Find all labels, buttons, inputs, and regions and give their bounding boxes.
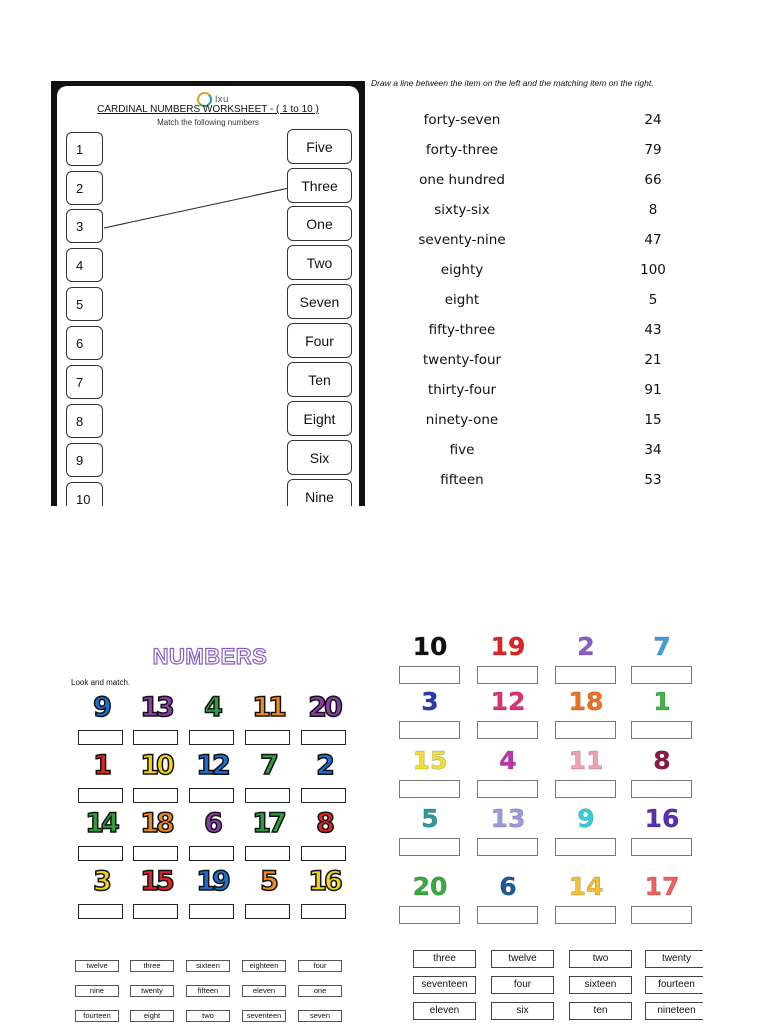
right-number-item: 53 <box>644 472 662 488</box>
left-word-item: sixty-six <box>434 202 490 218</box>
right-number-item: 24 <box>644 112 662 128</box>
right-number-item: 43 <box>644 322 662 338</box>
word-option: four <box>491 976 554 994</box>
left-word-item: eight <box>444 292 480 308</box>
answer-box <box>245 904 290 919</box>
word-box: One <box>287 206 352 241</box>
colored-number: 12 <box>196 750 228 781</box>
answer-box <box>133 846 178 861</box>
colored-number: 10 <box>412 632 448 661</box>
word-option: two <box>186 1010 230 1022</box>
answer-box <box>189 846 234 861</box>
right-number-item: 15 <box>644 412 662 428</box>
answer-box <box>78 730 123 745</box>
word-option: sixteen <box>186 960 230 972</box>
answer-box <box>133 730 178 745</box>
answer-box <box>78 904 123 919</box>
colored-number: 13 <box>490 804 526 833</box>
answer-box <box>301 788 346 803</box>
match-instruction: Draw a line between the item on the left and the matching item on the right. <box>371 78 654 88</box>
answer-box <box>477 666 538 684</box>
colored-number: 13 <box>140 692 172 723</box>
colored-number: 5 <box>421 804 439 833</box>
right-number-item: 5 <box>648 292 658 308</box>
word-option: two <box>569 950 632 968</box>
word-option: nine <box>75 985 119 997</box>
word-option: nineteen <box>645 1002 703 1020</box>
colored-number: 9 <box>577 804 595 833</box>
right-number-item: 91 <box>644 382 662 398</box>
logo-text: Ixu <box>214 95 229 105</box>
answer-box <box>133 788 178 803</box>
answer-box <box>631 666 692 684</box>
right-number-item: 47 <box>644 232 662 248</box>
colored-number: 6 <box>499 872 517 901</box>
word-box: Two <box>287 245 352 280</box>
word-option: twelve <box>75 960 119 972</box>
answer-box <box>399 721 460 739</box>
left-word-item: fifteen <box>440 472 484 488</box>
colored-number: 19 <box>196 866 228 897</box>
left-word-item: forty-three <box>425 142 499 158</box>
look-and-match-instruction: Look and match. <box>71 678 131 687</box>
answer-box <box>78 846 123 861</box>
colored-number: 14 <box>85 808 117 839</box>
word-option: seven <box>298 1010 342 1022</box>
answer-box <box>399 906 460 924</box>
number-box: 7 <box>66 365 103 399</box>
word-option: three <box>413 950 476 968</box>
answer-box <box>399 780 460 798</box>
colored-number: 16 <box>308 866 340 897</box>
worksheet-subtitle: Match the following numbers <box>157 118 259 127</box>
answer-box <box>477 906 538 924</box>
colored-number: 19 <box>490 632 526 661</box>
word-box: Eight <box>287 401 352 436</box>
answer-box <box>245 788 290 803</box>
colored-number: 9 <box>93 692 109 723</box>
colored-number: 8 <box>316 808 332 839</box>
right-number-item: 8 <box>648 202 658 218</box>
colored-number: 3 <box>421 687 439 716</box>
worksheet-title: CARDINAL NUMBERS WORKSHEET - ( 1 to 10 ) <box>97 104 319 115</box>
word-box: Three <box>287 168 352 203</box>
right-number-item: 66 <box>644 172 662 188</box>
answer-box <box>477 721 538 739</box>
word-box: Six <box>287 440 352 475</box>
word-option: twenty <box>130 985 174 997</box>
word-option: three <box>130 960 174 972</box>
colored-number: 1 <box>653 687 671 716</box>
number-box: 3 <box>66 209 103 243</box>
colored-number: 20 <box>308 692 340 723</box>
left-word-item: ninety-one <box>425 412 499 428</box>
answer-box <box>399 666 460 684</box>
word-option: twenty <box>645 950 703 968</box>
word-option: twelve <box>491 950 554 968</box>
colored-number: 12 <box>490 687 526 716</box>
answer-box <box>189 788 234 803</box>
answer-box <box>301 904 346 919</box>
word-option: eleven <box>242 985 286 997</box>
colored-number: 18 <box>568 687 604 716</box>
word-option: fourteen <box>75 1010 119 1022</box>
word-box: Five <box>287 129 352 164</box>
number-box: 1 <box>66 132 103 166</box>
word-box: Nine <box>287 479 352 506</box>
word-option: sixteen <box>569 976 632 994</box>
left-word-item: fifty-three <box>428 322 496 338</box>
word-option: eighteen <box>242 960 286 972</box>
answer-box <box>477 780 538 798</box>
numbers-title: NUMBERS <box>152 644 268 669</box>
left-word-item: seventy-nine <box>418 232 506 248</box>
colored-number: 5 <box>260 866 276 897</box>
colored-number: 20 <box>412 872 448 901</box>
word-option: fifteen <box>186 985 230 997</box>
colored-number: 10 <box>140 750 172 781</box>
colored-number: 4 <box>204 692 220 723</box>
answer-box <box>555 721 616 739</box>
answer-box <box>555 780 616 798</box>
colored-number: 3 <box>93 866 109 897</box>
word-option: seventeen <box>413 976 476 994</box>
left-word-item: forty-seven <box>423 112 501 128</box>
number-grid-worksheet <box>393 622 703 1024</box>
colored-number: 7 <box>260 750 276 781</box>
answer-box <box>245 846 290 861</box>
colored-number: 17 <box>252 808 284 839</box>
colored-number: 11 <box>252 692 284 723</box>
number-box: 2 <box>66 171 103 205</box>
left-word-item: thirty-four <box>427 382 497 398</box>
right-number-item: 79 <box>644 142 662 158</box>
colored-number: 2 <box>316 750 332 781</box>
answer-box <box>133 904 178 919</box>
answer-box <box>555 666 616 684</box>
answer-box <box>555 838 616 856</box>
answer-box <box>555 906 616 924</box>
right-number-item: 21 <box>644 352 662 368</box>
number-box: 9 <box>66 443 103 477</box>
answer-box <box>189 904 234 919</box>
word-box: Four <box>287 323 352 358</box>
worksheet-page <box>57 86 359 506</box>
colored-number: 6 <box>204 808 220 839</box>
colored-number: 2 <box>577 632 595 661</box>
answer-box <box>631 721 692 739</box>
number-box: 4 <box>66 248 103 282</box>
right-number-item: 34 <box>644 442 662 458</box>
word-option: four <box>298 960 342 972</box>
answer-box <box>631 906 692 924</box>
colored-number: 8 <box>653 746 671 775</box>
answer-box <box>301 846 346 861</box>
answer-box <box>477 838 538 856</box>
numbers-look-and-match-worksheet <box>55 630 365 1024</box>
word-option: six <box>491 1002 554 1020</box>
left-word-item: one hundred <box>419 172 505 188</box>
answer-box <box>631 838 692 856</box>
answer-box <box>301 730 346 745</box>
left-word-item: eighty <box>440 262 484 278</box>
answer-box <box>189 730 234 745</box>
word-option: ten <box>569 1002 632 1020</box>
answer-box <box>245 730 290 745</box>
colored-number: 1 <box>93 750 109 781</box>
cardinal-numbers-worksheet <box>51 81 365 506</box>
word-number-match-worksheet <box>368 76 698 506</box>
answer-box <box>78 788 123 803</box>
colored-number: 15 <box>140 866 172 897</box>
word-box: Ten <box>287 362 352 397</box>
left-word-item: twenty-four <box>422 352 502 368</box>
colored-number: 17 <box>644 872 680 901</box>
colored-number: 7 <box>653 632 671 661</box>
word-box: Seven <box>287 284 352 319</box>
colored-number: 15 <box>412 746 448 775</box>
answer-box <box>399 838 460 856</box>
colored-number: 11 <box>568 746 604 775</box>
colored-number: 16 <box>644 804 680 833</box>
number-box: 10 <box>66 482 103 506</box>
right-number-item: 100 <box>640 262 666 278</box>
word-option: fourteen <box>645 976 703 994</box>
word-option: seventeen <box>242 1010 286 1022</box>
number-box: 8 <box>66 404 103 438</box>
number-box: 6 <box>66 326 103 360</box>
answer-box <box>631 780 692 798</box>
word-option: eight <box>130 1010 174 1022</box>
left-word-item: five <box>449 442 475 458</box>
word-option: one <box>298 985 342 997</box>
colored-number: 18 <box>140 808 172 839</box>
colored-number: 14 <box>568 872 604 901</box>
colored-number: 4 <box>499 746 517 775</box>
number-box: 5 <box>66 287 103 321</box>
word-option: eleven <box>413 1002 476 1020</box>
